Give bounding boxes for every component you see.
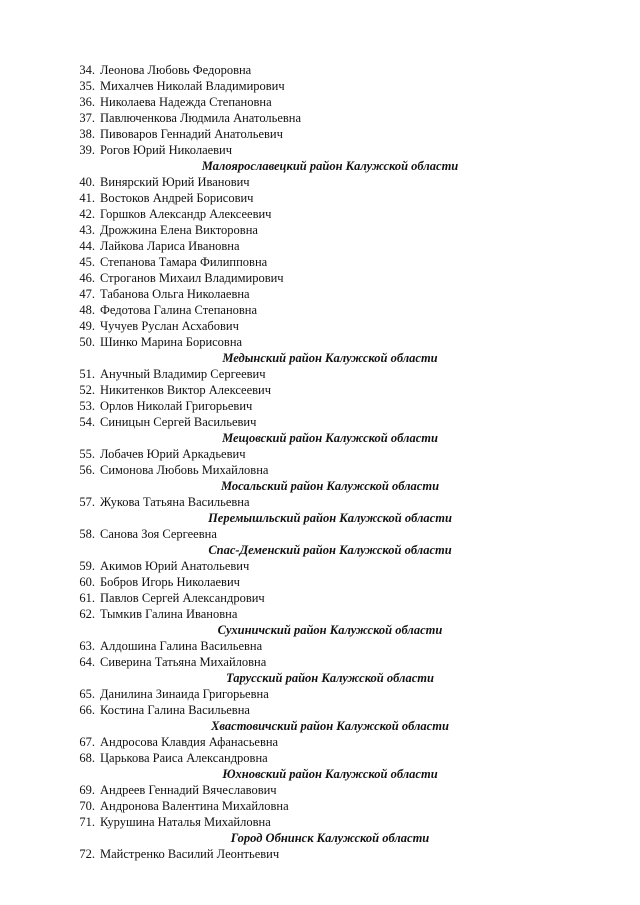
person-name: Михалчев Николай Владимирович xyxy=(100,79,285,93)
list-item xyxy=(0,446,640,462)
person-name: Степанова Тамара Филипповна xyxy=(100,255,268,269)
list-item-number: 60. xyxy=(79,575,95,589)
list-item-number: 65. xyxy=(79,687,95,701)
list-item-number: 59. xyxy=(79,559,95,573)
list-item xyxy=(0,302,640,318)
list-item xyxy=(0,814,640,830)
list-item-number: 69. xyxy=(79,783,95,797)
list-item xyxy=(0,846,640,862)
list-item xyxy=(0,110,640,126)
person-name: Горшков Александр Алексеевич xyxy=(100,207,272,221)
person-name: Строганов Михаил Владимирович xyxy=(100,271,284,285)
list-item-number: 68. xyxy=(79,751,95,765)
district-heading-text: Тарусский район Калужской области xyxy=(226,671,434,685)
list-item-number: 72. xyxy=(79,847,95,861)
person-name: Алдошина Галина Васильевна xyxy=(100,639,263,653)
list-item-number: 34. xyxy=(79,63,95,77)
list-item-number: 41. xyxy=(79,191,95,205)
district-heading xyxy=(0,670,640,686)
person-name: Дрожжина Елена Викторовна xyxy=(100,223,258,237)
list-item-number: 55. xyxy=(79,447,95,461)
district-heading xyxy=(0,430,640,446)
list-item-number: 50. xyxy=(79,335,95,349)
list-item xyxy=(0,606,640,622)
district-heading-text: Сухиничский район Калужской области xyxy=(217,623,443,637)
list-item xyxy=(0,254,640,270)
district-heading-text: Спас-Деменский район Калужской области xyxy=(208,543,452,557)
list-item-number: 52. xyxy=(79,383,95,397)
district-heading xyxy=(0,478,640,494)
person-name: Востоков Андрей Борисович xyxy=(100,191,254,205)
list-item xyxy=(0,94,640,110)
district-heading xyxy=(0,766,640,782)
district-heading xyxy=(0,622,640,638)
list-item xyxy=(0,206,640,222)
person-name: Рогов Юрий Николаевич xyxy=(100,143,233,157)
list-item xyxy=(0,318,640,334)
list-item xyxy=(0,366,640,382)
person-name: Костина Галина Васильевна xyxy=(100,703,250,717)
list-item xyxy=(0,702,640,718)
person-name: Шинко Марина Борисовна xyxy=(100,335,243,349)
list-item-number: 44. xyxy=(79,239,95,253)
person-name: Табанова Ольга Николаевна xyxy=(100,287,250,301)
person-name: Бобров Игорь Николаевич xyxy=(100,575,240,589)
list-item xyxy=(0,558,640,574)
list-item xyxy=(0,734,640,750)
list-item-number: 51. xyxy=(79,367,95,381)
person-name: Данилина Зинаида Григорьевна xyxy=(100,687,269,701)
person-name: Сиверина Татьяна Михайловна xyxy=(100,655,267,669)
list-item-number: 71. xyxy=(79,815,95,829)
list-item-number: 39. xyxy=(79,143,95,157)
document-page xyxy=(0,62,640,862)
list-item xyxy=(0,590,640,606)
list-item xyxy=(0,526,640,542)
list-item-number: 47. xyxy=(79,287,95,301)
district-heading-text: Медынский район Калужской области xyxy=(222,351,438,365)
list-item xyxy=(0,750,640,766)
list-item xyxy=(0,238,640,254)
list-item-number: 36. xyxy=(79,95,95,109)
list-item xyxy=(0,174,640,190)
list-item xyxy=(0,142,640,158)
list-item xyxy=(0,222,640,238)
list-item-number: 58. xyxy=(79,527,95,541)
list-item xyxy=(0,270,640,286)
person-name: Анучный Владимир Сергеевич xyxy=(100,367,266,381)
list-item xyxy=(0,414,640,430)
person-name: Винярский Юрий Иванович xyxy=(100,175,250,189)
list-item xyxy=(0,462,640,478)
person-name: Акимов Юрий Анатольевич xyxy=(100,559,250,573)
list-item-number: 61. xyxy=(79,591,95,605)
person-name: Лайкова Лариса Ивановна xyxy=(100,239,240,253)
list-item xyxy=(0,574,640,590)
district-heading-text: Город Обнинск Калужской области xyxy=(230,831,430,845)
list-item xyxy=(0,686,640,702)
person-name: Федотова Галина Степановна xyxy=(100,303,258,317)
list-item xyxy=(0,494,640,510)
list-item xyxy=(0,638,640,654)
person-name: Никитенков Виктор Алексеевич xyxy=(100,383,272,397)
person-name: Орлов Николай Григорьевич xyxy=(100,399,253,413)
district-heading-text: Мосальский район Калужской области xyxy=(220,479,440,493)
list-item-number: 38. xyxy=(79,127,95,141)
list-item-number: 64. xyxy=(79,655,95,669)
district-heading-text: Перемышльский район Калужской области xyxy=(208,511,452,525)
person-name: Андронова Валентина Михайловна xyxy=(100,799,289,813)
person-name: Леонова Любовь Федоровна xyxy=(100,63,252,77)
list-item xyxy=(0,654,640,670)
person-name: Пивоваров Геннадий Анатольевич xyxy=(100,127,283,141)
list-item xyxy=(0,334,640,350)
list-item xyxy=(0,126,640,142)
person-name: Синицын Сергей Васильевич xyxy=(100,415,257,429)
list-item-number: 45. xyxy=(79,255,95,269)
person-name: Санова Зоя Сергеевна xyxy=(100,527,217,541)
list-item xyxy=(0,798,640,814)
list-item-number: 54. xyxy=(79,415,95,429)
district-heading-text: Хвастовичский район Калужской области xyxy=(211,719,449,733)
list-item xyxy=(0,782,640,798)
person-name: Андросова Клавдия Афанасьевна xyxy=(100,735,279,749)
list-item xyxy=(0,382,640,398)
district-heading-text: Мещовский район Калужской области xyxy=(222,431,438,445)
list-item xyxy=(0,78,640,94)
district-heading xyxy=(0,158,640,174)
person-name: Царькова Раиса Александровна xyxy=(100,751,268,765)
person-name: Курушина Наталья Михайловна xyxy=(100,815,271,829)
district-heading xyxy=(0,718,640,734)
list-item-number: 63. xyxy=(79,639,95,653)
person-name: Тымкив Галина Ивановна xyxy=(100,607,238,621)
person-name: Николаева Надежда Степановна xyxy=(100,95,272,109)
list-item-number: 53. xyxy=(79,399,95,413)
list-item xyxy=(0,286,640,302)
person-name: Павлюченкова Людмила Анатольевна xyxy=(100,111,302,125)
list-item xyxy=(0,398,640,414)
district-heading xyxy=(0,830,640,846)
list-item-number: 56. xyxy=(79,463,95,477)
list-item-number: 62. xyxy=(79,607,95,621)
person-name: Лобачев Юрий Аркадьевич xyxy=(100,447,246,461)
list-item-number: 37. xyxy=(79,111,95,125)
list-item-number: 46. xyxy=(79,271,95,285)
district-heading-text: Юхновский район Калужской области xyxy=(222,767,438,781)
person-name: Жукова Татьяна Васильевна xyxy=(100,495,250,509)
person-name: Симонова Любовь Михайловна xyxy=(100,463,269,477)
list-item-number: 42. xyxy=(79,207,95,221)
list-item xyxy=(0,62,640,78)
list-item-number: 57. xyxy=(79,495,95,509)
person-name: Чучуев Руслан Асхабович xyxy=(100,319,239,333)
list-item-number: 49. xyxy=(79,319,95,333)
list-item-number: 40. xyxy=(79,175,95,189)
list-item xyxy=(0,190,640,206)
list-item-number: 48. xyxy=(79,303,95,317)
district-heading xyxy=(0,542,640,558)
district-heading-text: Малоярославецкий район Калужской области xyxy=(201,159,459,173)
person-name: Майстренко Василий Леонтьевич xyxy=(100,847,280,861)
district-heading xyxy=(0,350,640,366)
list-item-number: 70. xyxy=(79,799,95,813)
person-name: Андреев Геннадий Вячеславович xyxy=(100,783,277,797)
list-item-number: 66. xyxy=(79,703,95,717)
list-item-number: 43. xyxy=(79,223,95,237)
district-heading xyxy=(0,510,640,526)
person-name: Павлов Сергей Александрович xyxy=(100,591,265,605)
list-item-number: 35. xyxy=(79,79,95,93)
list-item-number: 67. xyxy=(79,735,95,749)
